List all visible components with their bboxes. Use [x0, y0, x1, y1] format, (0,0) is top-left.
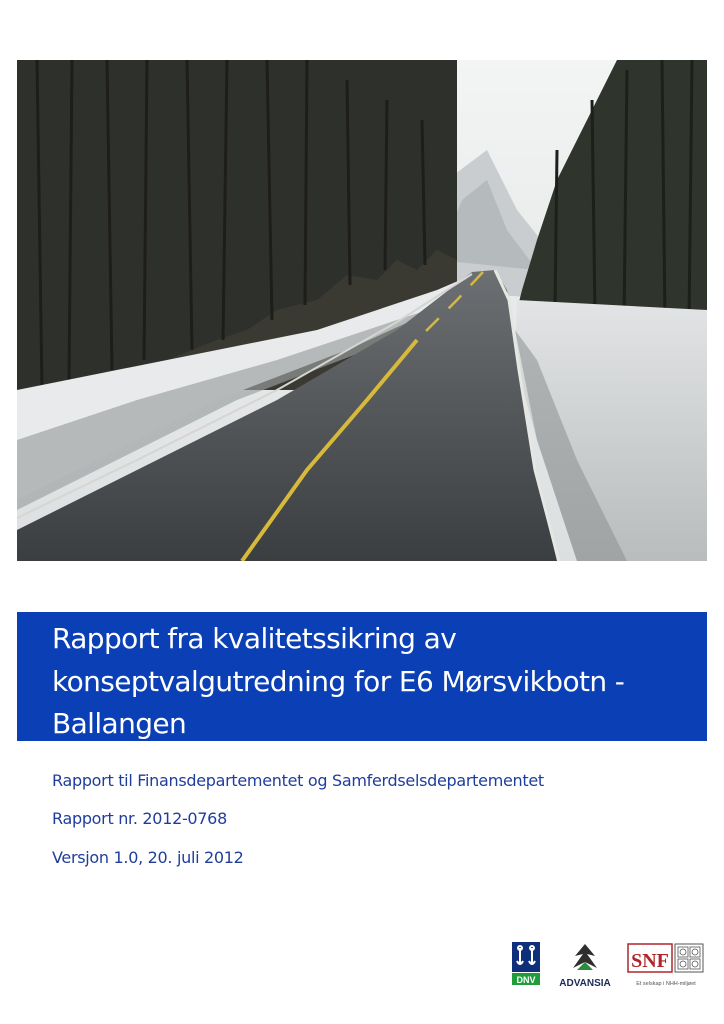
title-line-1: Rapport fra kvalitetssikring av [52, 622, 457, 655]
advansia-logo-icon [553, 940, 617, 990]
report-version: Versjon 1.0, 20. juli 2012 [52, 848, 244, 867]
title-line-3: Ballangen [52, 707, 187, 740]
snf-logo-text: SNF [631, 950, 669, 972]
report-title [52, 618, 687, 746]
report-recipient: Rapport til Finansdepartementet og Samferdselsdepartementet [52, 771, 544, 790]
title-line-2: konseptvalgutredning for E6 Mørsvikbotn - [52, 664, 625, 698]
winter-road-photo-icon [17, 60, 707, 561]
cover-photo [17, 60, 707, 561]
dnv-logo-text: DNV [516, 975, 536, 985]
dnv-logo-icon [512, 940, 540, 988]
snf-logo [627, 940, 705, 990]
advansia-logo [553, 940, 617, 990]
advansia-logo-text: ADVANSIA [559, 978, 611, 989]
title-band [17, 612, 707, 741]
report-number: Rapport nr. 2012-0768 [52, 809, 227, 828]
snf-tagline: Et selskap i NHH-miljøet [636, 981, 696, 987]
snf-logo-icon [627, 940, 705, 990]
dnv-logo [512, 940, 540, 990]
